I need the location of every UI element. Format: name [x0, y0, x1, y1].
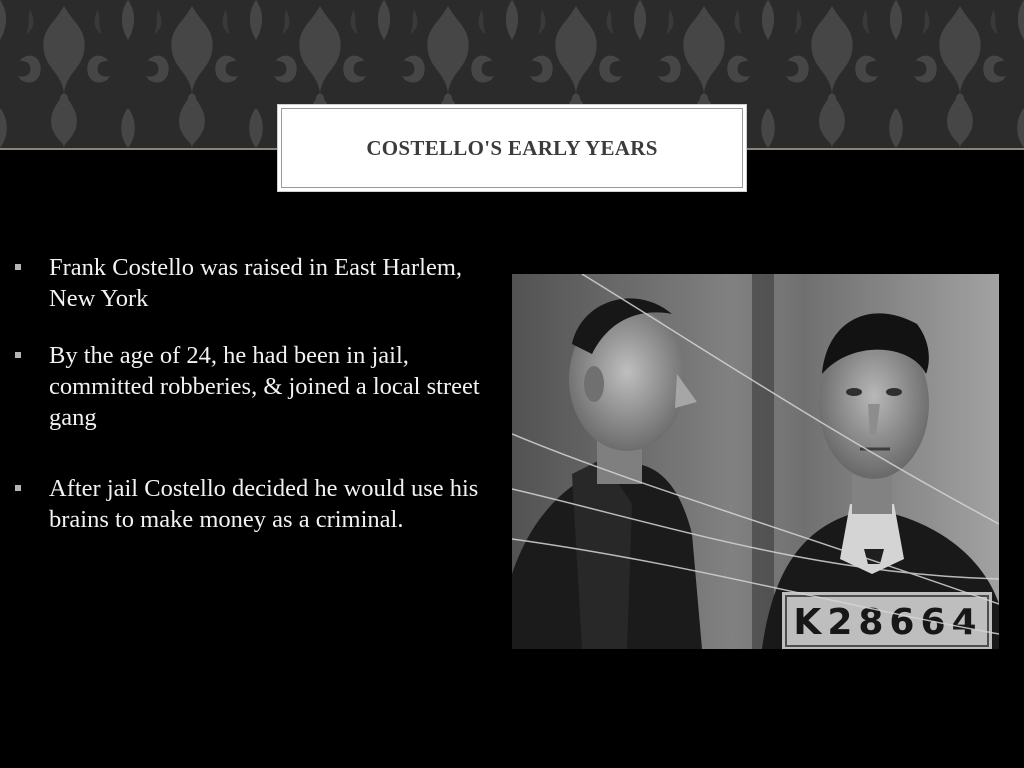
bullet-item: [12, 252, 502, 314]
square-bullet-icon: [15, 264, 21, 270]
mugshot-illustration: [512, 274, 999, 649]
bullet-text: By the age of 24, he had been in jail, committed robberies, & joined a local street gang: [49, 342, 480, 431]
slide-title: COSTELLO'S EARLY YEARS: [366, 135, 658, 160]
bullet-text: Frank Costello was raised in East Harlem, New York: [49, 254, 463, 312]
title-box: [277, 104, 747, 192]
square-bullet-icon: [15, 485, 21, 491]
bullet-text: After jail Costello decided he would use his brains to make money as a criminal.: [49, 475, 479, 533]
placard-number: K28664: [793, 602, 983, 643]
bullet-item: [12, 340, 502, 433]
mugshot-photo: [512, 274, 999, 649]
bullet-item: [12, 473, 502, 535]
square-bullet-icon: [15, 352, 21, 358]
bullet-list: [12, 252, 502, 561]
